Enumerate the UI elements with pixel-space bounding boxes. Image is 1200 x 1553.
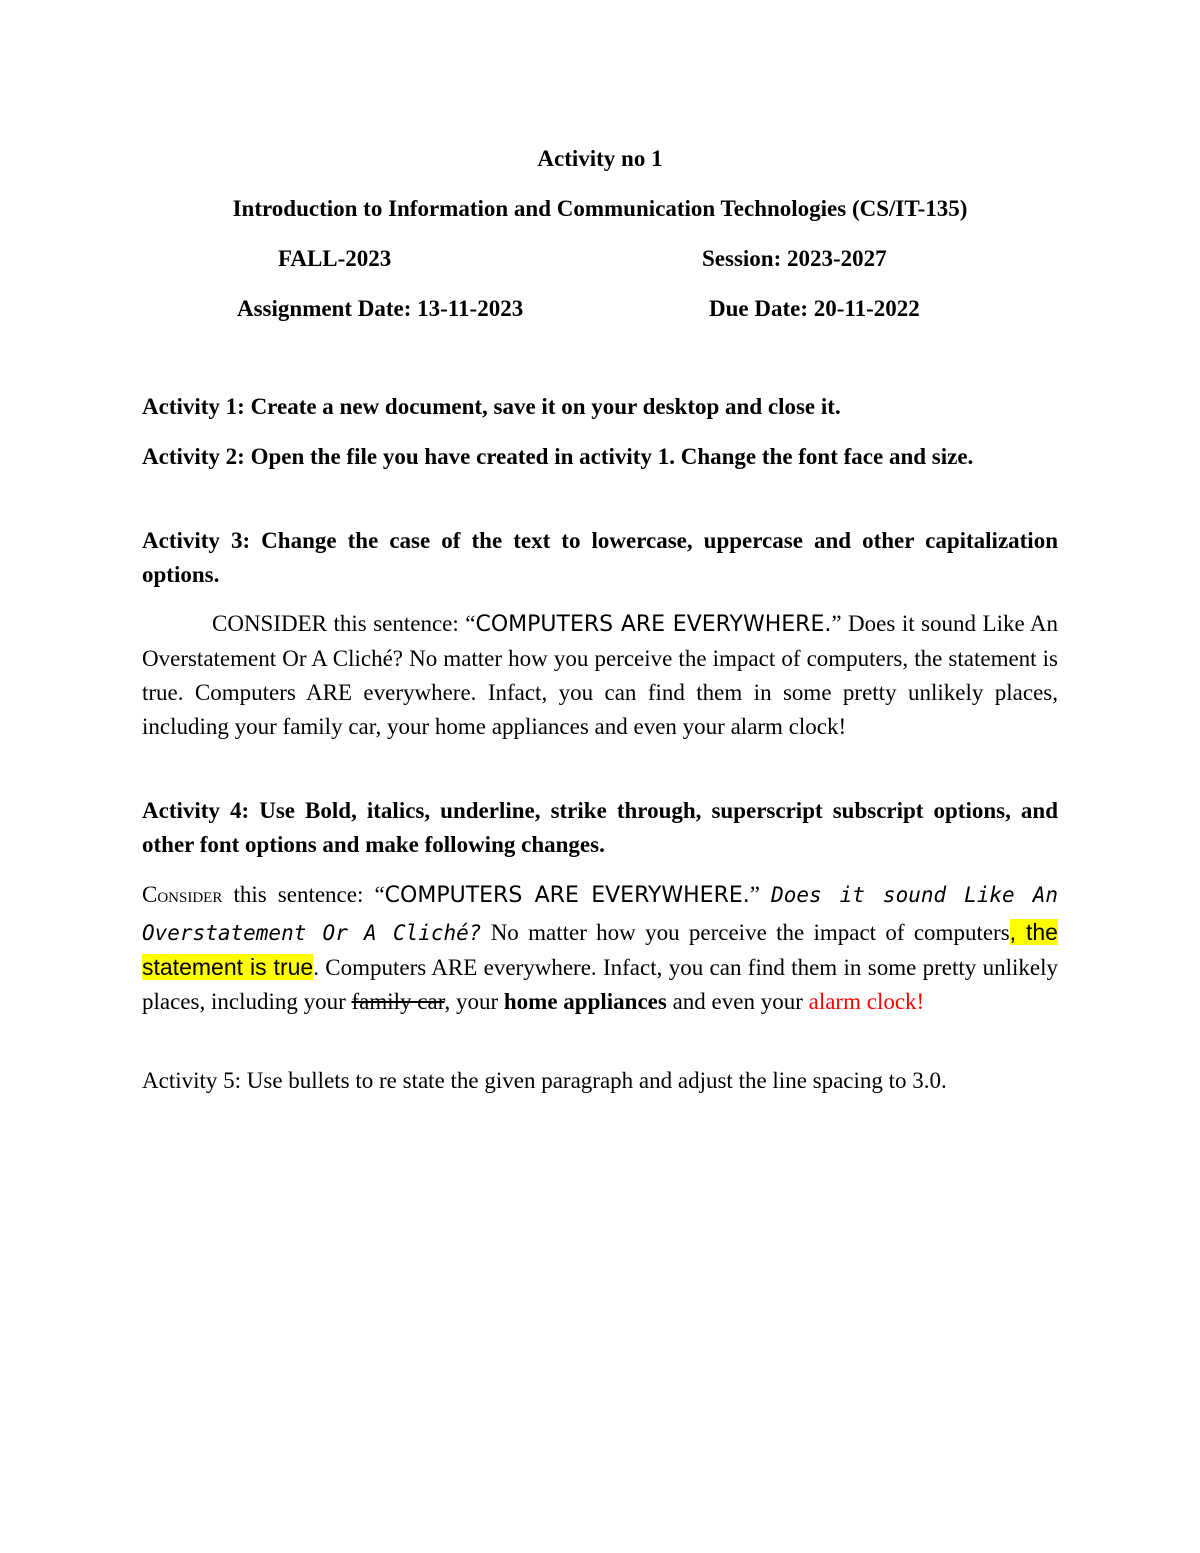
p1-text-2: ” Does it sound Like An Overstatement Or A Cliché? No matter how you perceive the impact of computers, the statement is true. Computers ARE everywhere. Infact, you can find them in some pretty unlikely places, including your family car, your home appliances and even your alarm clock! xyxy=(142,611,1059,739)
activity-4: Activity 4: Use Bold, italics, underline, strike through, superscript subscript options, and other font options and make following changes. xyxy=(142,798,1058,857)
p2-text-2: ” xyxy=(749,882,772,907)
p2-text-1: this sentence: “ xyxy=(222,882,385,907)
p1-caps-text: COMPUTERS ARE EVERYWHERE. xyxy=(475,612,832,637)
activity-5: Activity 5: Use bullets to re state the given paragraph and adjust the line spacing to 3.0. xyxy=(142,1068,947,1093)
paragraph-font-example xyxy=(142,878,1058,1019)
p2-text-5: , your xyxy=(444,989,504,1014)
p2-caps-text: COMPUTERS ARE EVERYWHERE. xyxy=(384,883,750,908)
document-title: Activity no 1 xyxy=(537,146,663,171)
p2-bold-text: home appliances xyxy=(503,989,667,1014)
paragraph-case-example xyxy=(142,607,1058,744)
p1-text-1: CONSIDER this sentence: “ xyxy=(212,611,476,636)
p2-text-4: . Computers ARE everywhere. Infact, you can find them in some pretty unlikely places, including your xyxy=(142,955,1058,1014)
p2-text-3: No matter how you perceive the impact of computers xyxy=(481,920,1010,945)
p2-italic-text: Does it sound Like An Overstatement Or A Cliché? xyxy=(142,883,1058,945)
activity-2: Activity 2: Open the file you have created in activity 1. Change the font face and size. xyxy=(142,444,974,469)
semester: FALL-2023 xyxy=(278,246,392,271)
p2-red-text: alarm clock! xyxy=(808,989,925,1014)
smallcaps-first: C xyxy=(142,882,158,907)
p2-highlighted-text: , the statement is true xyxy=(142,919,1058,980)
due-date: Due Date: 20-11-2022 xyxy=(709,296,920,321)
p2-text-6: and even your xyxy=(666,989,809,1014)
session: Session: 2023-2027 xyxy=(702,246,887,271)
course-title: Introduction to Information and Communication Technologies (CS/IT-135) xyxy=(232,196,968,221)
p2-strikethrough-text: family car xyxy=(351,989,445,1014)
assignment-date: Assignment Date: 13-11-2023 xyxy=(237,296,524,321)
activity-3: Activity 3: Change the case of the text to lowercase, uppercase and other capitalization options. xyxy=(142,528,1058,587)
smallcaps-rest: ONSIDER xyxy=(157,890,223,906)
activity-1: Activity 1: Create a new document, save it on your desktop and close it. xyxy=(142,394,841,419)
